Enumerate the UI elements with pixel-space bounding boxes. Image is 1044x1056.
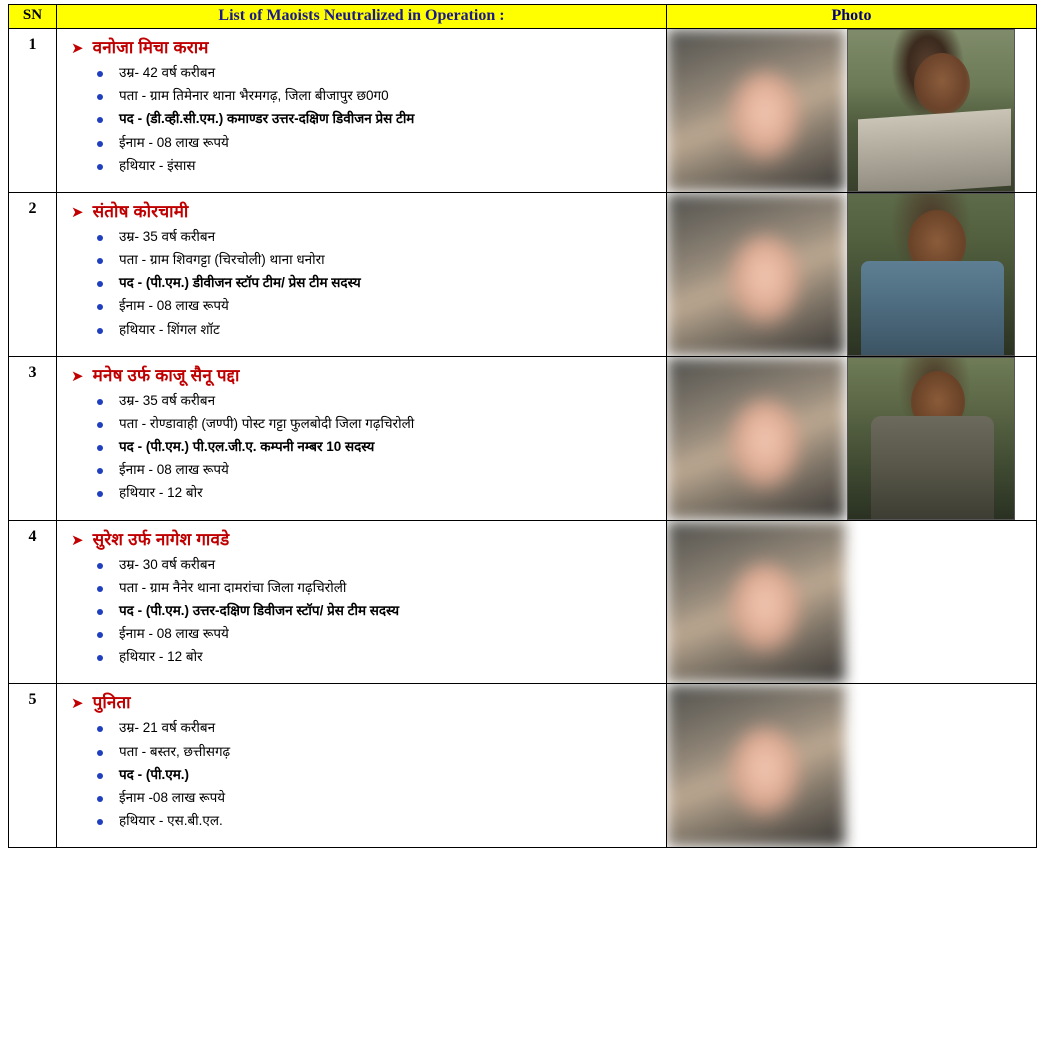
row-photo-cell: [667, 192, 1037, 356]
photo-wrapper: [667, 29, 1036, 192]
maoist-detail-item: पद - (पी.एम.) पी.एल.जी.ए. कम्पनी नम्बर 10 सदस्य: [97, 440, 660, 463]
photo-placeholder-empty: [847, 684, 1015, 847]
maoist-detail-item: हथियार - एस.बी.एल.: [97, 814, 660, 837]
maoist-detail-item: हथियार - इंसास: [97, 159, 660, 182]
maoist-detail-item: उम्र- 35 वर्ष करीबन: [97, 230, 660, 253]
photo-placeholder-empty: [847, 521, 1015, 684]
table-header: [9, 5, 1037, 29]
maoist-detail-item: पद - (पी.एम.) उत्तर-दक्षिण डिवीजन स्टॉप/ प्रेस टीम सदस्य: [97, 604, 660, 627]
maoist-name: मनेष उर्फ काजू सैनू पद्दा: [92, 365, 240, 385]
maoist-detail-item: हथियार - 12 बोर: [97, 650, 660, 673]
maoist-name-row: [63, 363, 660, 386]
arrow-bullet-icon: ➤: [71, 367, 84, 385]
column-header-photo: Photo: [667, 5, 1037, 29]
row-serial-number: 2: [9, 192, 57, 356]
maoist-detail-item: पद - (पी.एम.): [97, 768, 660, 791]
row-serial-number: 5: [9, 684, 57, 848]
row-photo-cell: [667, 356, 1037, 520]
blurred-photo: [667, 521, 845, 684]
photo-wrapper: [667, 357, 1036, 520]
maoist-detail-item: ईनाम - 08 लाख रूपये: [97, 627, 660, 650]
photo-wrapper: [667, 193, 1036, 356]
maoist-detail-item: ईनाम - 08 लाख रूपये: [97, 136, 660, 159]
blurred-photo: [667, 29, 845, 192]
arrow-bullet-icon: ➤: [71, 695, 84, 713]
maoist-detail-item: ईनाम -08 लाख रूपये: [97, 791, 660, 814]
table-body: [9, 29, 1037, 848]
maoist-detail-item: उम्र- 21 वर्ष करीबन: [97, 721, 660, 744]
row-photo-cell: [667, 684, 1037, 848]
table-row: [9, 684, 1037, 848]
maoist-detail-item: उम्र- 30 वर्ष करीबन: [97, 558, 660, 581]
row-photo-cell: [667, 520, 1037, 684]
photo-male-maoist-uniform: [847, 357, 1015, 520]
maoist-detail-list: [63, 66, 660, 182]
maoist-name: संतोष कोरचामी: [92, 201, 189, 221]
maoist-detail-list: [63, 721, 660, 837]
maoist-detail-item: पता - बस्तर, छत्तीसगढ़: [97, 745, 660, 768]
maoist-detail-item: पता - ग्राम तिमेनार थाना भैरमगढ़, जिला बीजापुर छ0ग0: [97, 89, 660, 112]
row-details-cell: [57, 684, 667, 848]
table-row: [9, 29, 1037, 193]
row-serial-number: 3: [9, 356, 57, 520]
row-details-cell: [57, 29, 667, 193]
table-header-row: [9, 5, 1037, 29]
maoist-detail-item: ईनाम - 08 लाख रूपये: [97, 299, 660, 322]
maoist-detail-item: पता - ग्राम शिवगट्टा (चिरचोली) थाना धनोरा: [97, 253, 660, 276]
arrow-bullet-icon: ➤: [71, 40, 84, 57]
photo-wrapper: [667, 521, 1036, 684]
arrow-bullet-icon: ➤: [71, 203, 84, 221]
maoist-detail-list: [63, 394, 660, 510]
row-details-cell: [57, 192, 667, 356]
maoist-detail-item: ईनाम - 08 लाख रूपये: [97, 463, 660, 486]
maoist-detail-item: उम्र- 42 वर्ष करीबन: [97, 66, 660, 89]
maoist-detail-item: पद - (डी.व्ही.सी.एम.) कमाण्डर उत्तर-दक्षिण डिवीजन प्रेस टीम: [97, 112, 660, 135]
maoist-detail-item: पता - रोण्डावाही (जण्पी) पोस्ट गट्टा फुलबोदी जिला गढ़चिरोली: [97, 417, 660, 440]
table-row: [9, 356, 1037, 520]
row-serial-number: 4: [9, 520, 57, 684]
maoist-detail-list: [63, 230, 660, 346]
row-photo-cell: [667, 29, 1037, 193]
maoist-name-row: [63, 199, 660, 222]
maoist-name-row: [63, 527, 660, 550]
row-details-cell: [57, 520, 667, 684]
maoist-detail-item: हथियार - 12 बोर: [97, 486, 660, 509]
arrow-bullet-icon: ➤: [71, 531, 84, 549]
maoists-table: [8, 4, 1037, 848]
table-row: [9, 192, 1037, 356]
maoist-name: वनोजा मिचा कराम: [92, 38, 209, 57]
blurred-photo: [667, 193, 845, 356]
maoist-detail-item: हथियार - शिंगल शॉट: [97, 323, 660, 346]
maoist-name: सुरेश उर्फ नागेश गावडे: [92, 529, 230, 549]
blurred-photo: [667, 357, 845, 520]
maoist-name: पुनिता: [92, 693, 131, 713]
photo-female-maoist-with-rifle: [847, 29, 1015, 192]
maoist-detail-item: पद - (पी.एम.) डीवीजन स्टॉप टीम/ प्रेस टीम सदस्य: [97, 276, 660, 299]
table-row: [9, 520, 1037, 684]
photo-male-maoist-blue-shirt: [847, 193, 1015, 356]
maoist-detail-item: पता - ग्राम नैनेर थाना दामरांचा जिला गढ़चिरोली: [97, 581, 660, 604]
column-header-sn: SN: [9, 5, 57, 29]
maoist-name-row: [63, 690, 660, 713]
maoist-detail-list: [63, 558, 660, 674]
row-details-cell: [57, 356, 667, 520]
maoist-detail-item: उम्र- 35 वर्ष करीबन: [97, 394, 660, 417]
column-header-list: List of Maoists Neutralized in Operation :: [57, 5, 667, 29]
photo-wrapper: [667, 684, 1036, 847]
maoist-name-row: [63, 35, 660, 58]
row-serial-number: 1: [9, 29, 57, 193]
blurred-photo: [667, 684, 845, 847]
